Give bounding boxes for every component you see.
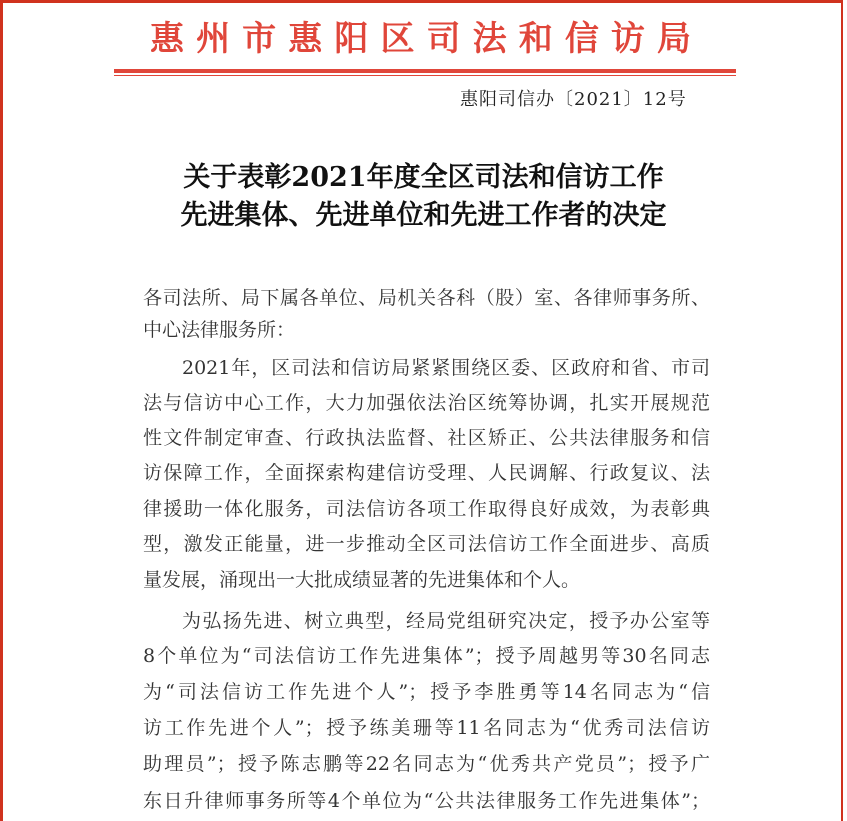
document-number: 惠阳司信办〔2021〕12号	[460, 89, 687, 110]
document-title-line-1: 关于表彰2021年度全区司法和信访工作	[183, 162, 664, 193]
organization-letterhead: 惠州市惠阳区司法和信访局	[150, 19, 695, 59]
body-line: 2021年，区司法和信访局紧紧围绕区委、区政府和省、市司	[182, 357, 710, 379]
body-line: 为“司法信访工作先进个人”；授予李胜勇等14名同志为“信	[143, 681, 710, 703]
letterhead-rule-thin	[114, 75, 736, 76]
body-line: 法与信访中心工作，大力加强依法治区统筹协调，扎实开展规范	[143, 392, 710, 414]
body-line: 为弘扬先进、树立典型，经局党组研究决定，授予办公室等	[182, 610, 710, 632]
body-line: 访保障工作，全面探索构建信访受理、人民调解、行政复议、法	[143, 462, 710, 484]
body-line: 律援助一体化服务，司法信访各项工作取得良好成效，为表彰典	[143, 498, 710, 520]
body-line: 中心法律服务所：	[143, 319, 296, 341]
body-line: 8个单位为“司法信访工作先进集体”；授予周越男等30名同志	[143, 645, 710, 667]
document-title-line-2: 先进集体、先进单位和先进工作者的决定	[180, 200, 667, 231]
body-line: 访工作先进个人”；授予练美珊等11名同志为“优秀司法信访	[143, 717, 710, 739]
body-line: 助理员”；授予陈志鹏等22名同志为“优秀共产党员”；授予广	[143, 753, 710, 775]
letterhead-rule-thick	[114, 69, 736, 73]
body-line: 型，激发正能量，进一步推动全区司法信访工作全面进步、高质	[143, 533, 710, 555]
body-line: 性文件制定审查、行政执法监督、社区矫正、公共法律服务和信	[143, 427, 710, 449]
body-line: 各司法所、局下属各单位、局机关各科（股）室、各律师事务所、	[143, 287, 710, 309]
body-line: 东日升律师事务所等4个单位为“公共法律服务工作先进集体”；	[143, 790, 710, 812]
body-line: 量发展，涌现出一大批成绩显著的先进集体和个人。	[143, 569, 581, 591]
